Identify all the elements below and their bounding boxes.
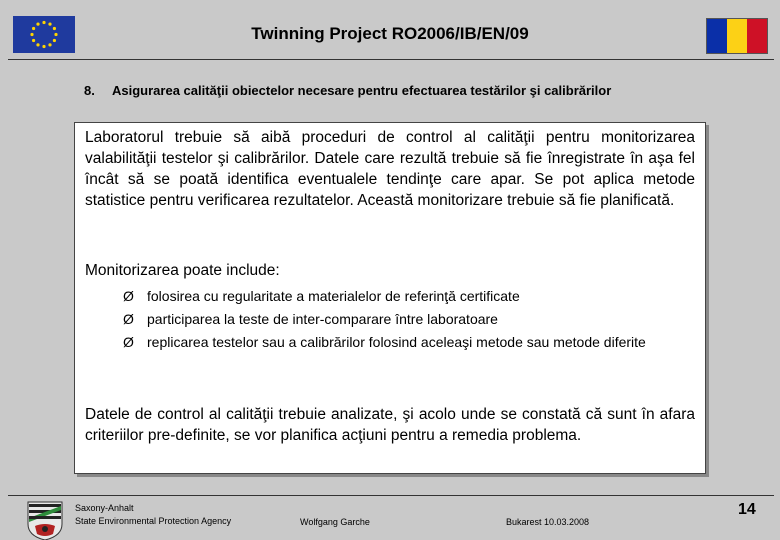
footer-date: Bukarest 10.03.2008 [506, 517, 590, 527]
arrow-bullet-icon: Ø [123, 288, 134, 304]
paragraph-intro: Laboratorul trebuie să aibă proceduri de control al calităţii pentru monitorizarea valabilităţii testelor şi calibrărilor. Datele care rezultă trebuie să fie înregistrate în aşa fel încât să se poată identifica eventualele tendinţe care apar. Se pot aplica metode statistice pentru verificarea rezultatelor. Această monitorizare trebuie să fie planificată. [85, 129, 695, 209]
paragraph-monitoring: Monitorizarea poate include: [85, 262, 280, 279]
page-number: 14 [738, 501, 756, 518]
list-item [87, 333, 697, 352]
list-item-text: replicarea testelor sau a calibrărilor folosind aceleaşi metode sau metode diferite [147, 334, 646, 350]
section-number: 8. [84, 83, 95, 98]
list-item [87, 310, 697, 329]
header-title: Twinning Project RO2006/IB/EN/09 [251, 24, 529, 43]
coat-of-arms-icon [25, 500, 65, 540]
org-name-agency: State Environmental Protection Agency [75, 516, 232, 526]
content-box [74, 122, 706, 474]
bullet-list [87, 287, 697, 356]
romania-flag-icon [706, 18, 768, 54]
header-divider [8, 59, 774, 60]
arrow-bullet-icon: Ø [123, 334, 134, 350]
paragraph-conclusion: Datele de control al calităţii trebuie analizate, şi acolo unde se constată că sunt în afara criteriilor pre-definite, se vor planifica acţiuni pentru a remedia problema. [85, 406, 695, 444]
footer-divider [8, 495, 774, 496]
footer-author: Wolfgang Garche [300, 517, 370, 527]
org-name-state: Saxony-Anhalt [75, 503, 134, 513]
list-item-text: participarea la teste de inter-comparare între laboratoare [147, 311, 498, 327]
list-item [87, 287, 697, 306]
footer-organization [75, 502, 231, 528]
list-item-text: folosirea cu regularitate a materialelor de referinţă certificate [147, 288, 520, 304]
arrow-bullet-icon: Ø [123, 311, 134, 327]
section-title: Asigurarea calităţii obiectelor necesare pentru efectuarea testărilor şi calibrărilor [112, 83, 612, 98]
